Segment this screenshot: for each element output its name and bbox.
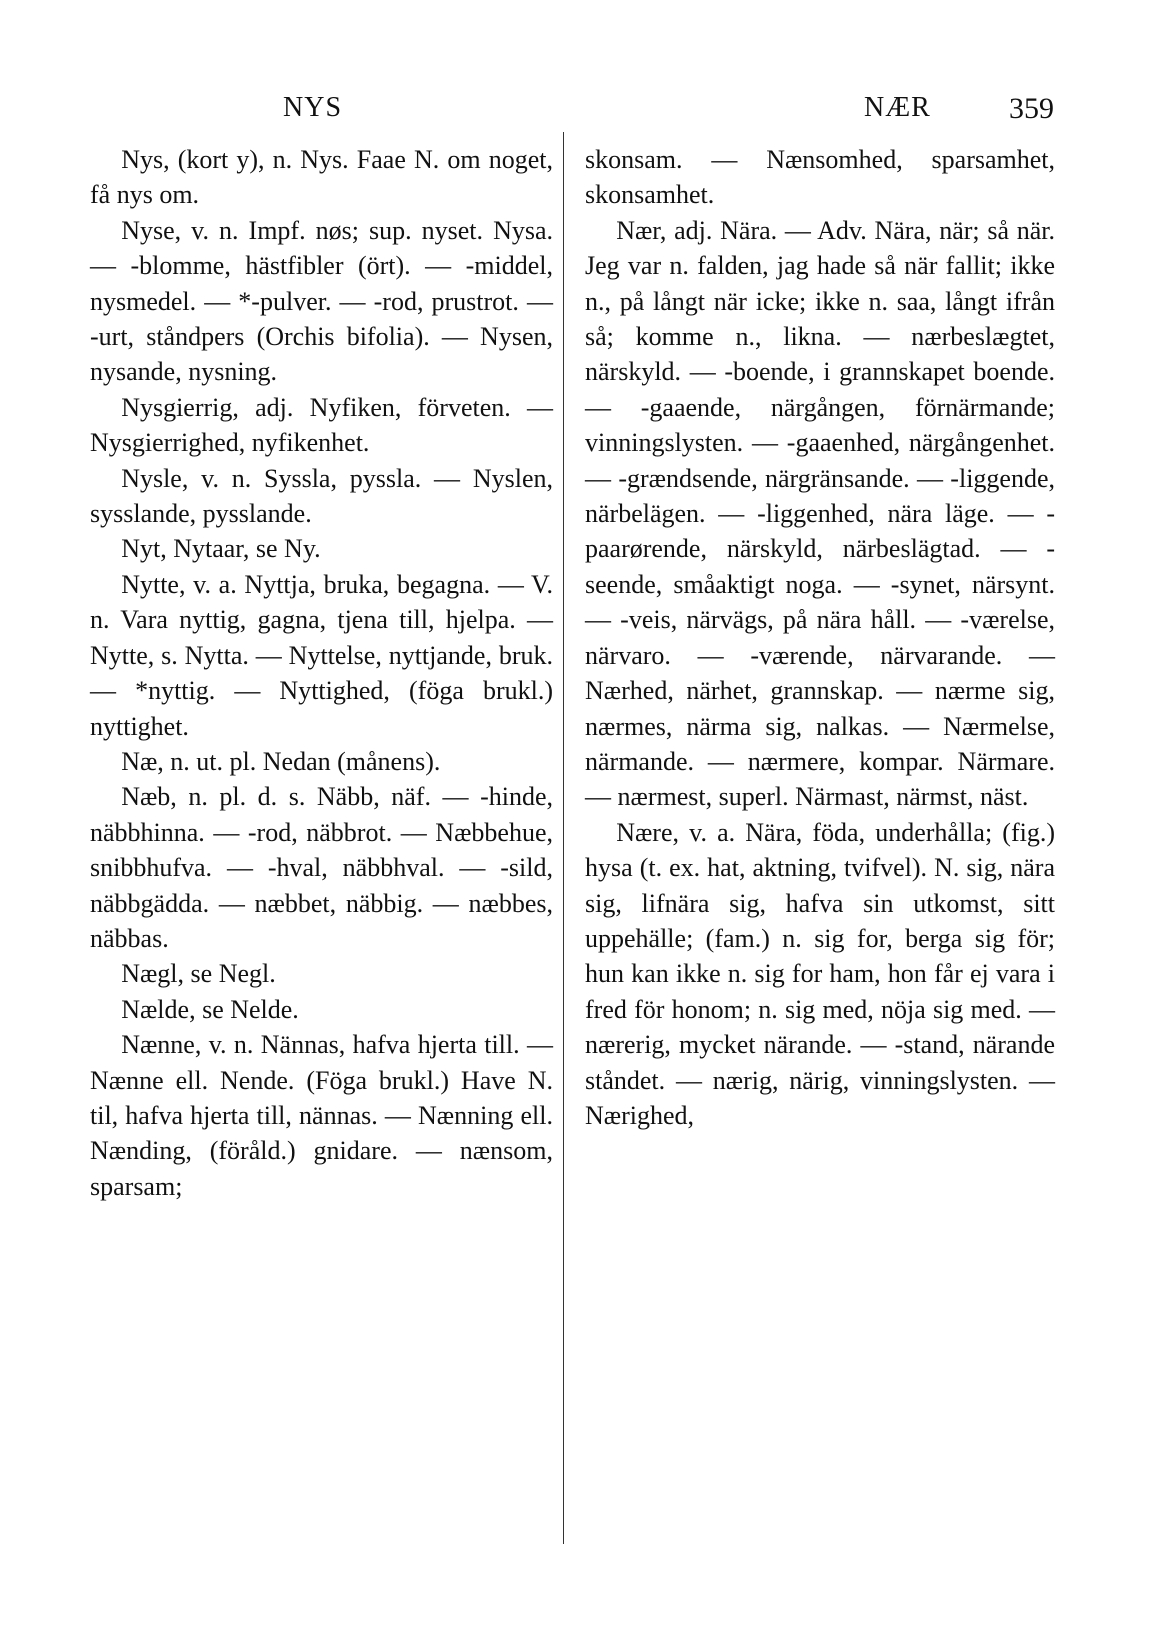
entry-nysle: Nysle, v. n. Syssla, pyssla. — Nyslen, sysslande, pysslande. (90, 463, 553, 529)
entry-nys: Nys, (kort y), n. Nys. Faae N. om noget, få nys om. (90, 145, 553, 210)
page-number: 359 (1009, 92, 1054, 125)
entry-nyt: Nyt, Nytaar, se Ny. (121, 534, 321, 564)
entry-naeb: Næb, n. pl. d. s. Näbb, näf. — -hinde, näbbhinna. — -rod, näbbrot. — Næbbehue, snibbhufva. — -hval, näbbhval. — -sild, näbbgädda. — næbbet, näbbig. — næbbes, näbbas. (90, 782, 553, 953)
left-column (90, 142, 553, 1204)
entry-naelde: Nælde, se Nelde. (121, 994, 299, 1024)
entry-naegl: Nægl, se Negl. (121, 959, 276, 989)
right-column (585, 142, 1055, 1133)
header-right-guideword: NÆR (864, 92, 931, 123)
entry-naenne: Nænne, v. n. Nännas, hafva hjerta till. — Nænne ell. Nende. (Föga brukl.) Have N. til, hafva hjerta till, nännas. — Nænning ell. Nænding, (föråld.) gnidare. — nænsom, sparsam; (90, 1030, 553, 1201)
entry-nyse: Nyse, v. n. Impf. nøs; sup. nyset. Nysa. — -blomme, hästfibler (ört). — -middel, nysmedel. — *-pulver. — -rod, prustrot. — -urt, ståndpers (Orchis bifolia). — Nysen, nysande, nysning. (90, 215, 553, 387)
column-divider (563, 132, 564, 1544)
entry-continuation: skonsam. — Nænsomhed, sparsamhet, skonsamhet. (585, 145, 1055, 210)
entry-nytte: Nytte, v. a. Nyttja, bruka, begagna. — V. n. Vara nyttig, gagna, tjena till, hjelpa. — Nytte, s. Nytta. — Nyttelse, nyttjande, bruk. — *nyttig. — Nyttighed, (föga brukl.) nyttighet. (90, 569, 553, 741)
entry-naer: Nær, adj. Nära. — Adv. Nära, när; så när. Jeg var n. falden, jag hade så när fallit; ikke n., på långt när icke; ikke n. saa, långt ifrån så; komme n., likna. — nærbeslægtet, närskyld. — -boende, i grannskapet boende. — -gaaende, närgången, förnärmande; vinningslysten. — -gaaenhed, närgångenhet. — -grændsende, närgränsande. — -liggende, närbelägen. — -liggenhed, nära läge. — -paarørende, närskyld, närbeslägtad. — -seende, småaktigt noga. — -synet, närsynt. — -veis, närvägs, på nära håll. — -værelse, närvaro. — -værende, närvarande. — Nærhed, närhet, grannskap. — nærme sig, nærmes, närma sig, nalkas. — Nærmelse, närmande. — nærmere, kompar. Närmare. — nærmest, superl. Närmast, närmst, näst. (585, 215, 1055, 812)
header-left-guideword: NYS (283, 92, 343, 123)
entry-nysgierrig: Nysgierrig, adj. Nyfiken, förveten. — Nysgierrighed, nyfikenhet. (90, 392, 553, 458)
page-header (88, 92, 1060, 132)
entry-naere: Nære, v. a. Nära, föda, underhålla; (fig.) hysa (t. ex. hat, aktning, tvifvel). N. sig, nära sig, lifnära sig, hafva sin utkomst, sitt uppehälle; (fam.) n. sig for, berga sig för; hun kan ikke n. sig for ham, hon får ej vara i fred för honom; n. sig med, nöja sig med. — nærerig, mycket närande. — -stand, närande ståndet. — nærig, närig, vinningslysten. — Nærighed, (585, 817, 1055, 1130)
entry-nae: Næ, n. ut. pl. Nedan (månens). (121, 746, 441, 776)
